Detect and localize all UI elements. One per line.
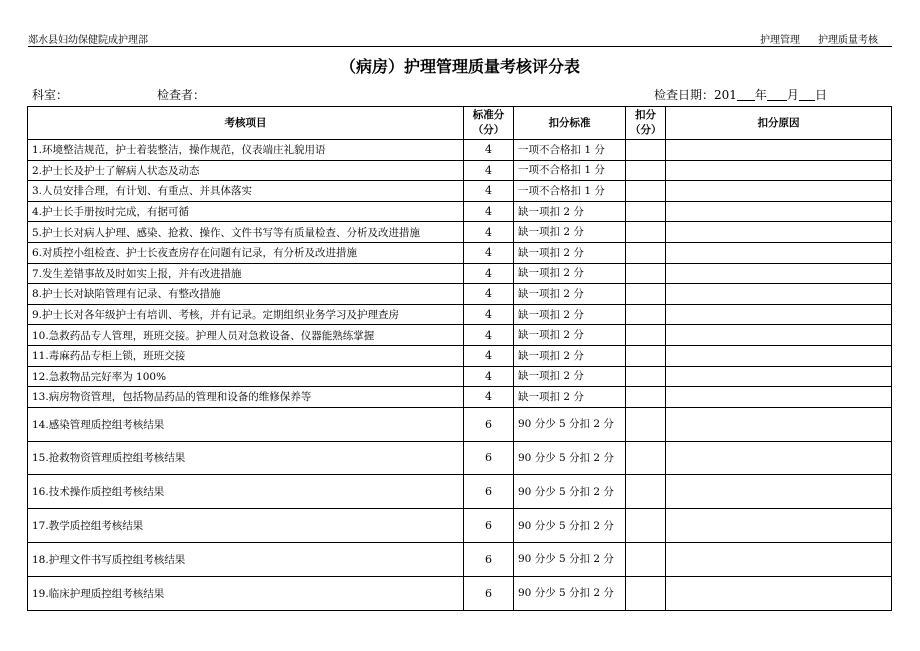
table-row — [28, 345, 892, 366]
table-row — [28, 242, 892, 263]
month-label: 月 — [786, 88, 799, 102]
deduction-cell[interactable] — [626, 475, 666, 509]
reason-cell[interactable] — [666, 140, 892, 161]
standard-score-cell: 4 — [464, 181, 514, 202]
criteria-cell: 90 分少 5 分扣 2 分 — [514, 542, 626, 576]
criteria-cell: 缺一项扣 2 分 — [514, 304, 626, 325]
standard-score-cell: 4 — [464, 304, 514, 325]
standard-score-cell: 6 — [464, 509, 514, 543]
criteria-cell: 90 分少 5 分扣 2 分 — [514, 441, 626, 475]
table-row — [28, 441, 892, 475]
header-section: 护理管理 — [760, 35, 800, 46]
item-cell: 11.毒麻药品专柜上锁，班班交接 — [28, 345, 464, 366]
deduction-cell[interactable] — [626, 304, 666, 325]
reason-cell[interactable] — [666, 441, 892, 475]
table-row — [28, 366, 892, 387]
reason-cell[interactable] — [666, 475, 892, 509]
item-cell: 19.临床护理质控组考核结果 — [28, 576, 464, 610]
criteria-cell: 一项不合格扣 1 分 — [514, 181, 626, 202]
item-cell: 18.护理文件书写质控组考核结果 — [28, 542, 464, 576]
reason-cell[interactable] — [666, 284, 892, 305]
month-blank[interactable] — [767, 88, 787, 101]
inspection-date — [654, 86, 827, 103]
reason-cell[interactable] — [666, 304, 892, 325]
reason-cell[interactable] — [666, 160, 892, 181]
table-row — [28, 160, 892, 181]
header-divider — [28, 46, 892, 47]
criteria-cell: 缺一项扣 2 分 — [514, 366, 626, 387]
item-cell: 5.护士长对病人护理、感染、抢救、操作、文件书写等有质量检查、分析及改进措施 — [28, 222, 464, 243]
deduction-cell[interactable] — [626, 140, 666, 161]
deduction-cell[interactable] — [626, 284, 666, 305]
item-cell: 9.护士长对各年级护士有培训、考核，并有记录。定期组织业务学习及护理查房 — [28, 304, 464, 325]
item-cell: 15.抢救物资管理质控组考核结果 — [28, 441, 464, 475]
header-organization: 郯水县妇幼保健院成护理部 — [28, 35, 148, 46]
table-row — [28, 201, 892, 222]
criteria-cell: 缺一项扣 2 分 — [514, 345, 626, 366]
col-header-standard-score: 标准分（分） — [464, 107, 514, 140]
standard-score-cell: 6 — [464, 475, 514, 509]
day-blank[interactable] — [799, 88, 815, 101]
item-cell: 1.环境整洁规范，护士着装整洁，操作规范，仪表端庄礼貌用语 — [28, 140, 464, 161]
reason-cell[interactable] — [666, 201, 892, 222]
day-label: 日 — [814, 88, 827, 102]
department-label: 科室： — [32, 88, 69, 102]
score-table — [27, 106, 892, 611]
criteria-cell: 缺一项扣 2 分 — [514, 387, 626, 408]
table-row — [28, 304, 892, 325]
standard-score-cell: 4 — [464, 160, 514, 181]
reason-cell[interactable] — [666, 181, 892, 202]
reason-cell[interactable] — [666, 366, 892, 387]
item-cell: 4.护士长手册按时完成，有据可循 — [28, 201, 464, 222]
criteria-cell: 缺一项扣 2 分 — [514, 242, 626, 263]
standard-score-cell: 4 — [464, 325, 514, 346]
standard-score-cell: 4 — [464, 201, 514, 222]
item-cell: 16.技术操作质控组考核结果 — [28, 475, 464, 509]
item-cell: 8.护士长对缺陷管理有记录、有整改措施 — [28, 284, 464, 305]
criteria-cell: 缺一项扣 2 分 — [514, 325, 626, 346]
reason-cell[interactable] — [666, 242, 892, 263]
inspector-label: 检查者： — [157, 88, 206, 102]
table-row — [28, 387, 892, 408]
header-category — [760, 31, 878, 46]
deduction-cell[interactable] — [626, 181, 666, 202]
table-row — [28, 509, 892, 543]
item-cell: 12.急救物品完好率为 100% — [28, 366, 464, 387]
page-title: （病房）护理管理质量考核评分表 — [339, 57, 580, 76]
table-row — [28, 576, 892, 610]
item-cell: 13.病房物资管理，包括物品药品的管理和设备的维修保养等 — [28, 387, 464, 408]
table-body — [28, 140, 892, 611]
deduction-cell[interactable] — [626, 542, 666, 576]
standard-score-cell: 6 — [464, 441, 514, 475]
standard-score-cell: 6 — [464, 407, 514, 441]
table-row — [28, 284, 892, 305]
item-cell: 6.对质控小组检查、护士长夜查房存在问题有记录，有分析及改进措施 — [28, 242, 464, 263]
deduction-cell[interactable] — [626, 407, 666, 441]
item-cell: 2.护士长及护士了解病人状态及动态 — [28, 160, 464, 181]
criteria-cell: 缺一项扣 2 分 — [514, 201, 626, 222]
reason-cell[interactable] — [666, 325, 892, 346]
criteria-cell: 一项不合格扣 1 分 — [514, 160, 626, 181]
table-row — [28, 475, 892, 509]
criteria-cell: 缺一项扣 2 分 — [514, 284, 626, 305]
criteria-cell: 90 分少 5 分扣 2 分 — [514, 475, 626, 509]
standard-score-cell: 4 — [464, 366, 514, 387]
table-row — [28, 222, 892, 243]
col-header-criteria: 扣分标准 — [514, 107, 626, 140]
criteria-cell: 缺一项扣 2 分 — [514, 222, 626, 243]
reason-cell[interactable] — [666, 576, 892, 610]
table-row — [28, 325, 892, 346]
standard-score-cell: 4 — [464, 242, 514, 263]
table-row — [28, 140, 892, 161]
deduction-cell[interactable] — [626, 366, 666, 387]
item-cell: 17.教学质控组考核结果 — [28, 509, 464, 543]
deduction-cell[interactable] — [626, 160, 666, 181]
table-row — [28, 263, 892, 284]
standard-score-cell: 4 — [464, 263, 514, 284]
reason-cell[interactable] — [666, 542, 892, 576]
item-cell: 10.急救药品专人管理，班班交接。护理人员对急救设备、仪器能熟练掌握 — [28, 325, 464, 346]
header-subsection: 护理质量考核 — [818, 35, 878, 46]
standard-score-cell: 6 — [464, 576, 514, 610]
table-row — [28, 542, 892, 576]
criteria-cell: 缺一项扣 2 分 — [514, 263, 626, 284]
standard-score-cell: 4 — [464, 387, 514, 408]
col-header-item: 考核项目 — [28, 107, 464, 140]
standard-score-cell: 4 — [464, 284, 514, 305]
reason-cell[interactable] — [666, 509, 892, 543]
criteria-cell: 90 分少 5 分扣 2 分 — [514, 576, 626, 610]
item-cell: 7.发生差错事故及时如实上报，并有改进措施 — [28, 263, 464, 284]
criteria-cell: 90 分少 5 分扣 2 分 — [514, 509, 626, 543]
deduction-cell[interactable] — [626, 441, 666, 475]
deduction-cell[interactable] — [626, 263, 666, 284]
criteria-cell: 一项不合格扣 1 分 — [514, 140, 626, 161]
reason-cell[interactable] — [666, 222, 892, 243]
criteria-cell: 90 分少 5 分扣 2 分 — [514, 407, 626, 441]
col-header-reason: 扣分原因 — [666, 107, 892, 140]
deduction-cell[interactable] — [626, 576, 666, 610]
standard-score-cell: 6 — [464, 542, 514, 576]
deduction-cell[interactable] — [626, 345, 666, 366]
item-cell: 14.感染管理质控组考核结果 — [28, 407, 464, 441]
table-row — [28, 407, 892, 441]
standard-score-cell: 4 — [464, 222, 514, 243]
deduction-cell[interactable] — [626, 325, 666, 346]
standard-score-cell: 4 — [464, 140, 514, 161]
date-prefix: 检查日期：201 — [654, 88, 737, 102]
reason-cell[interactable] — [666, 345, 892, 366]
deduction-cell[interactable] — [626, 201, 666, 222]
reason-cell[interactable] — [666, 387, 892, 408]
deduction-cell[interactable] — [626, 509, 666, 543]
deduction-cell[interactable] — [626, 222, 666, 243]
table-row — [28, 181, 892, 202]
col-header-deduction: 扣分（分） — [626, 107, 666, 140]
reason-cell[interactable] — [666, 263, 892, 284]
deduction-cell[interactable] — [626, 242, 666, 263]
standard-score-cell: 4 — [464, 345, 514, 366]
year-blank[interactable] — [737, 88, 755, 101]
deduction-cell[interactable] — [626, 387, 666, 408]
item-cell: 3.人员安排合理，有计划、有重点、并具体落实 — [28, 181, 464, 202]
reason-cell[interactable] — [666, 407, 892, 441]
table-header-row — [28, 107, 892, 140]
year-label: 年 — [754, 88, 767, 102]
